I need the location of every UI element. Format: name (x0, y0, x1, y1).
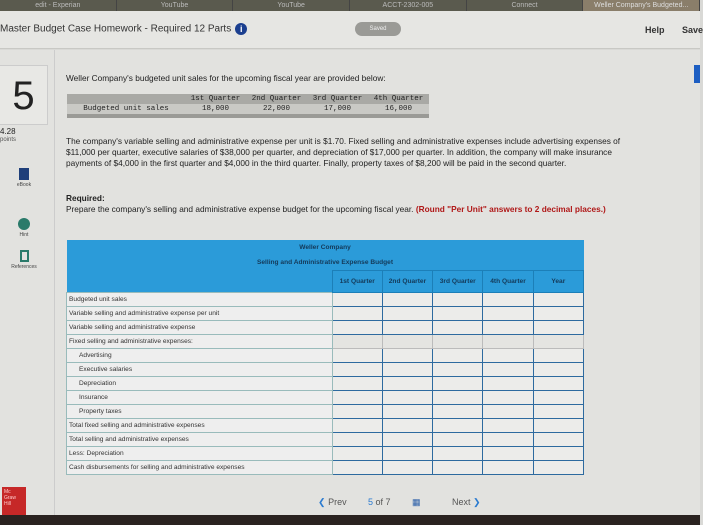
answer-input[interactable] (382, 460, 432, 474)
column-header: 1st Quarter (332, 270, 382, 292)
budget-table (66, 240, 584, 475)
blank-cell (382, 334, 432, 348)
references-icon (20, 250, 29, 262)
browser-tab[interactable]: Weller Company's Budgeted... (583, 0, 700, 11)
answer-input[interactable] (433, 390, 483, 404)
row-label: Total selling and administrative expenses (67, 432, 333, 446)
answer-input[interactable] (533, 432, 583, 446)
answer-input[interactable] (533, 404, 583, 418)
budget-row (67, 376, 584, 390)
browser-tab[interactable]: YouTube (233, 0, 350, 11)
row-label: Variable selling and administrative expense per unit (67, 306, 333, 320)
next-button[interactable]: Next ❯ (452, 497, 481, 507)
answer-input[interactable] (483, 460, 533, 474)
row-label: Total fixed selling and administrative expenses (67, 418, 333, 432)
budget-title: Selling and Administrative Expense Budget (67, 255, 584, 270)
row-label: Fixed selling and administrative expenses: (67, 334, 333, 348)
answer-input[interactable] (483, 390, 533, 404)
required-section: Required: Prepare the company's selling and administrative expense budget for the upcoming fiscal year. (Round "Per Unit" answers to 2 decimal places.) (66, 193, 606, 214)
budget-row (67, 362, 584, 376)
answer-input[interactable] (483, 362, 533, 376)
answer-input[interactable] (332, 460, 382, 474)
chevron-left-icon: ❮ (318, 497, 326, 507)
answer-input[interactable] (382, 446, 432, 460)
answer-input[interactable] (382, 348, 432, 362)
answer-input[interactable] (533, 320, 583, 334)
budget-row (67, 460, 584, 474)
grid-icon[interactable]: ▦ (412, 497, 421, 507)
chevron-right-icon: ❯ (473, 497, 481, 507)
browser-tab[interactable]: ACCT-2302-005 (350, 0, 467, 11)
answer-input[interactable] (382, 306, 432, 320)
answer-input[interactable] (382, 432, 432, 446)
blank-cell (433, 334, 483, 348)
answer-input[interactable] (382, 390, 432, 404)
row-label: Insurance (67, 390, 333, 404)
prev-button[interactable]: ❮ Prev (318, 497, 347, 507)
save-button[interactable]: Save (682, 25, 703, 35)
budget-row (67, 306, 584, 320)
answer-input[interactable] (433, 348, 483, 362)
answer-input[interactable] (382, 404, 432, 418)
answer-input[interactable] (483, 446, 533, 460)
column-header: 4th Quarter (483, 270, 533, 292)
budget-company: Weller Company (67, 240, 584, 255)
problem-text: The company's variable selling and administrative expense per unit is $1.70. Fixed selling and administrative expenses include advertising expenses of $11,000 per quarter, executive salaries of $38,000 per quarter, and depreciation of $17,000 per quarter. In addition, the company will make insurance payments of $4,000 in the first quarter and $4,000 in the third quarter. Finally, property taxes of $8,200 will be paid in the second quarter. (66, 136, 621, 168)
help-button[interactable]: Help (645, 25, 665, 35)
answer-input[interactable] (433, 404, 483, 418)
row-label: Budgeted unit sales (67, 292, 333, 306)
blank-cell (332, 334, 382, 348)
row-label: Less: Depreciation (67, 446, 333, 460)
book-icon (19, 168, 29, 180)
unit-sales-table: 1st Quarter 2nd Quarter 3rd Quarter 4th Quarter Budgeted unit sales 18,000 22,000 17,000 16,000 (67, 94, 429, 118)
intro-text: Weller Company's budgeted unit sales for the upcoming fiscal year are provided below: (66, 73, 386, 83)
budget-row (67, 446, 584, 460)
answer-input[interactable] (483, 404, 533, 418)
budget-row (67, 292, 584, 306)
answer-input[interactable] (332, 376, 382, 390)
answer-input[interactable] (382, 320, 432, 334)
answer-input[interactable] (433, 460, 483, 474)
answer-input[interactable] (332, 404, 382, 418)
column-header: 3rd Quarter (433, 270, 483, 292)
answer-input[interactable] (382, 418, 432, 432)
answer-input[interactable] (533, 460, 583, 474)
answer-input[interactable] (433, 376, 483, 390)
answer-input[interactable] (382, 376, 432, 390)
answer-input[interactable] (332, 320, 382, 334)
answer-input[interactable] (533, 362, 583, 376)
assignment-header (0, 11, 703, 49)
hint-button[interactable]: Hint (0, 218, 48, 238)
answer-input[interactable] (332, 292, 382, 306)
answer-input[interactable] (483, 306, 533, 320)
ebook-button[interactable]: eBook (0, 168, 48, 188)
mcgraw-hill-logo: Mc Graw Hill (2, 487, 26, 515)
answer-input[interactable] (332, 418, 382, 432)
answer-input[interactable] (533, 348, 583, 362)
answer-input[interactable] (332, 432, 382, 446)
budget-row (67, 418, 584, 432)
answer-input[interactable] (332, 390, 382, 404)
column-header: Year (533, 270, 583, 292)
saved-status: Saved (355, 22, 401, 36)
answer-input[interactable] (533, 418, 583, 432)
answer-input[interactable] (533, 292, 583, 306)
answer-input[interactable] (483, 418, 533, 432)
answer-input[interactable] (433, 418, 483, 432)
answer-input[interactable] (332, 446, 382, 460)
info-icon[interactable]: i (235, 23, 247, 35)
answer-input[interactable] (483, 348, 533, 362)
column-header: 2nd Quarter (382, 270, 432, 292)
page-indicator: 5 of 7 (368, 497, 391, 507)
main-content (0, 50, 700, 515)
budget-row (67, 390, 584, 404)
budget-row (67, 404, 584, 418)
row-label: Executive salaries (67, 362, 333, 376)
blank-cell (483, 334, 533, 348)
answer-input[interactable] (332, 348, 382, 362)
answer-input[interactable] (433, 320, 483, 334)
budget-row (67, 320, 584, 334)
screen-bezel (0, 515, 700, 525)
browser-tab-bar (0, 0, 700, 11)
browser-tab[interactable]: YouTube (117, 0, 234, 11)
answer-input[interactable] (433, 362, 483, 376)
answer-input[interactable] (433, 432, 483, 446)
answer-input[interactable] (433, 446, 483, 460)
answer-input[interactable] (533, 376, 583, 390)
answer-input[interactable] (332, 306, 382, 320)
row-label: Cash disbursements for selling and administrative expenses (67, 460, 333, 474)
budget-row (67, 334, 584, 348)
row-label: Depreciation (67, 376, 333, 390)
references-button[interactable]: References (0, 250, 48, 270)
question-sidebar (0, 50, 55, 515)
answer-input[interactable] (533, 446, 583, 460)
answer-input[interactable] (483, 376, 533, 390)
points: 4.28 points (0, 127, 17, 143)
answer-input[interactable] (433, 292, 483, 306)
row-label: Variable selling and administrative expense (67, 320, 333, 334)
browser-tab[interactable]: Connect (467, 0, 584, 11)
assignment-title: Master Budget Case Homework - Required 12 Parts i (0, 23, 247, 35)
hint-icon (18, 218, 30, 230)
answer-input[interactable] (382, 362, 432, 376)
question-number: 5 (0, 65, 48, 125)
answer-input[interactable] (433, 306, 483, 320)
budget-row (67, 348, 584, 362)
answer-input[interactable] (483, 320, 533, 334)
row-label: Property taxes (67, 404, 333, 418)
row-label: Advertising (67, 348, 333, 362)
answer-input[interactable] (483, 432, 533, 446)
answer-input[interactable] (382, 292, 432, 306)
budget-row (67, 432, 584, 446)
answer-input[interactable] (533, 306, 583, 320)
blank-cell (533, 334, 583, 348)
answer-input[interactable] (533, 390, 583, 404)
scroll-indicator[interactable] (694, 65, 700, 83)
answer-input[interactable] (483, 292, 533, 306)
answer-input[interactable] (332, 362, 382, 376)
browser-tab[interactable]: edit - Experian (0, 0, 117, 11)
